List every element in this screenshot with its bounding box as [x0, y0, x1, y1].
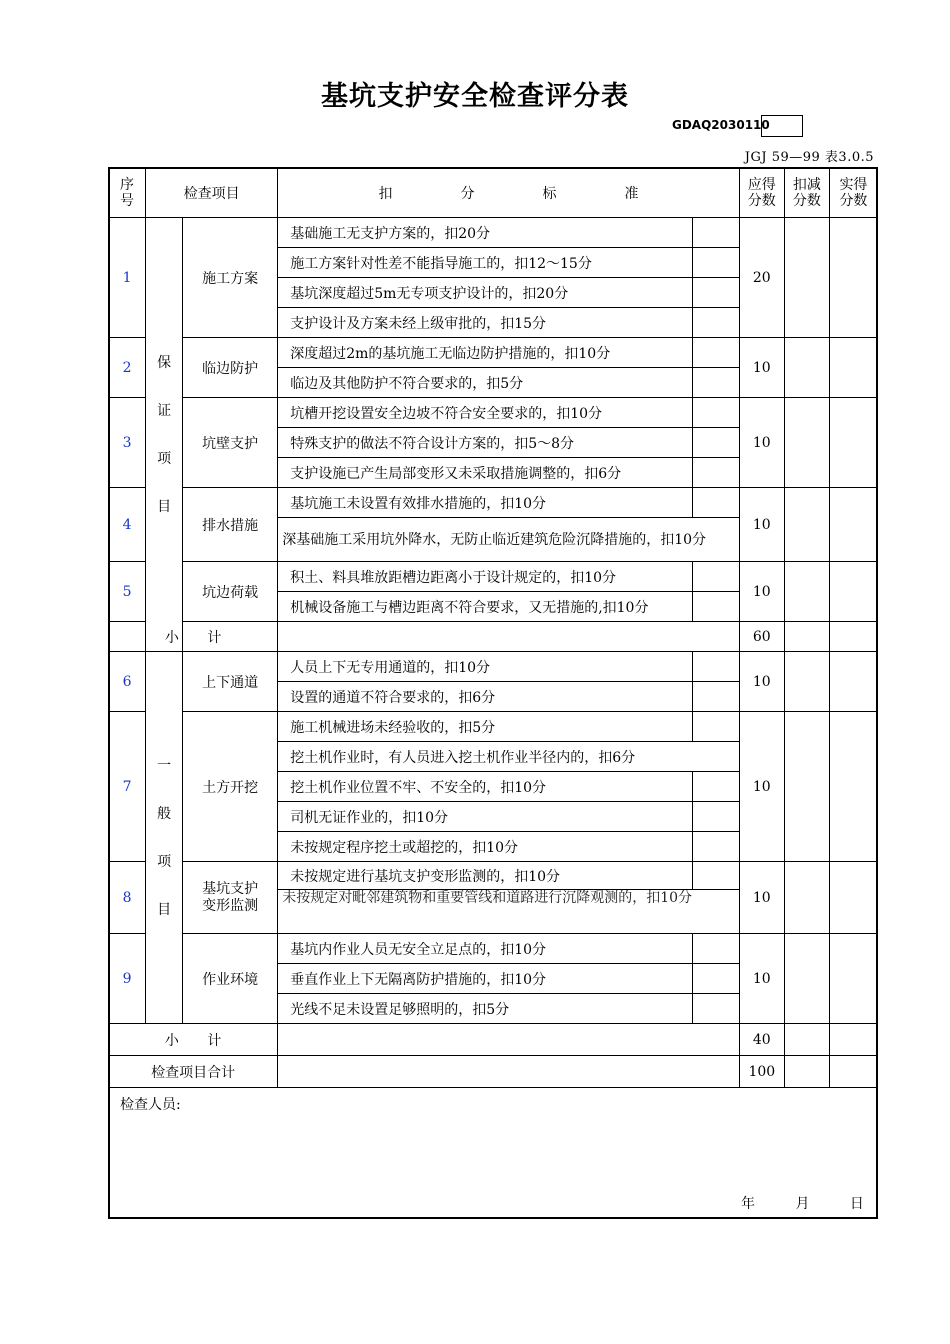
item-5-score: 10 — [739, 562, 784, 622]
item-3-score: 10 — [739, 398, 784, 488]
item-2-score: 10 — [739, 338, 784, 398]
group-guarantee: 保 证 项 目 — [146, 218, 183, 652]
item-6-name: 上下通道 — [183, 652, 278, 712]
total-score: 100 — [739, 1056, 784, 1088]
header-actual: 实得 分数 — [829, 168, 877, 218]
header-item: 检查项目 — [146, 168, 278, 218]
item-3-name: 坑壁支护 — [183, 398, 278, 488]
criterion: 人员上下无专用通道的，扣10分 — [278, 652, 693, 682]
date-day-label: 日 — [849, 1196, 864, 1212]
criterion: 挖土机作业时，有人员进入挖土机作业半径内的，扣6分 — [278, 742, 740, 772]
item-6-no: 6 — [109, 652, 146, 712]
header-deduct: 扣减 分数 — [784, 168, 829, 218]
item-8-score: 10 — [739, 862, 784, 934]
item-9-name: 作业环境 — [183, 934, 278, 1024]
header-criteria: 扣 分 标 准 — [278, 168, 740, 218]
criterion: 机械设备施工与槽边距离不符合要求，又无措施的,扣10分 — [278, 592, 693, 622]
criterion: 支护设施已产生局部变形又未采取措施调整的，扣6分 — [278, 458, 693, 488]
group-general: 一 般 项 目 — [146, 652, 183, 1024]
header-seq: 序 号 — [109, 168, 146, 218]
subtotal-general-score: 40 — [739, 1024, 784, 1056]
item-1-name: 施工方案 — [183, 218, 278, 338]
criterion: 基坑施工未设置有效排水措施的，扣10分 — [278, 488, 693, 518]
criterion: 基坑内作业人员无安全立足点的，扣10分 — [278, 934, 693, 964]
criterion: 施工机械进场未经验收的，扣5分 — [278, 712, 693, 742]
criterion: 设置的通道不符合要求的，扣6分 — [278, 682, 693, 712]
criterion: 深度超过2m的基坑施工无临边防护措施的，扣10分 — [278, 338, 693, 368]
header-full-score: 应得 分数 — [739, 168, 784, 218]
item-1-no: 1 — [109, 218, 146, 338]
date-month-label: 月 — [795, 1196, 810, 1212]
inspector-label: 检查人员: — [120, 1097, 181, 1113]
criterion: 坑槽开挖设置安全边坡不符合安全要求的，扣10分 — [278, 398, 693, 428]
criterion: 垂直作业上下无隔离防护措施的，扣10分 — [278, 964, 693, 994]
item-5-no: 5 — [109, 562, 146, 622]
standard-reference: JGJ 59—99 表3.0.5 — [744, 150, 874, 165]
criterion: 支护设计及方案未经上级审批的，扣15分 — [278, 308, 693, 338]
item-4-score: 10 — [739, 488, 784, 562]
subtotal-label: 小 计 — [109, 1024, 278, 1056]
total-label: 检查项目合计 — [109, 1056, 278, 1088]
item-8-name: 基坑支护 变形监测 — [183, 862, 278, 934]
criterion: 临边及其他防护不符合要求的，扣5分 — [278, 368, 693, 398]
criterion: 积土、料具堆放距槽边距离小于设计规定的，扣10分 — [278, 562, 693, 592]
criterion: 施工方案针对性差不能指导施工的，扣12～15分 — [278, 248, 693, 278]
item-9-no: 9 — [109, 934, 146, 1024]
subtotal-guarantee-score: 60 — [739, 622, 784, 652]
table-outer-border — [108, 167, 878, 1219]
item-6-score: 10 — [739, 652, 784, 712]
criterion: 光线不足未设置足够照明的，扣5分 — [278, 994, 693, 1024]
item-2-no: 2 — [109, 338, 146, 398]
item-1-score: 20 — [739, 218, 784, 338]
item-9-score: 10 — [739, 934, 784, 1024]
criterion: 深基础施工采用坑外降水，无防止临近建筑危险沉降措施的，扣10分 — [278, 518, 740, 562]
item-4-no: 4 — [109, 488, 146, 562]
subtotal-label: 小 计 — [109, 622, 278, 652]
item-8-no: 8 — [109, 862, 146, 934]
criterion: 未按规定进行基坑支护变形监测的，扣10分 — [278, 862, 693, 890]
criterion: 基坑深度超过5m无专项支护设计的，扣20分 — [278, 278, 693, 308]
form-code: GDAQ2030110 — [672, 118, 770, 132]
criterion: 司机无证作业的，扣10分 — [278, 802, 693, 832]
item-7-score: 10 — [739, 712, 784, 862]
criterion: 未按规定程序挖土或超挖的，扣10分 — [278, 832, 693, 862]
item-7-name: 土方开挖 — [183, 712, 278, 862]
item-2-name: 临边防护 — [183, 338, 278, 398]
item-5-name: 坑边荷载 — [183, 562, 278, 622]
date-line — [741, 1193, 884, 1213]
item-4-name: 排水措施 — [183, 488, 278, 562]
page-title: 基坑支护安全检查评分表 — [321, 81, 629, 112]
criterion: 基础施工无支护方案的，扣20分 — [278, 218, 693, 248]
criterion: 未按规定对毗邻建筑物和重要管线和道路进行沉降观测的，扣10分 — [278, 890, 740, 934]
item-7-no: 7 — [109, 712, 146, 862]
date-year-label: 年 — [741, 1196, 755, 1212]
criterion: 挖土机作业位置不牢、不安全的，扣10分 — [278, 772, 693, 802]
criterion: 特殊支护的做法不符合设计方案的，扣5～8分 — [278, 428, 693, 458]
item-3-no: 3 — [109, 398, 146, 488]
form-code-box[interactable] — [761, 115, 803, 137]
